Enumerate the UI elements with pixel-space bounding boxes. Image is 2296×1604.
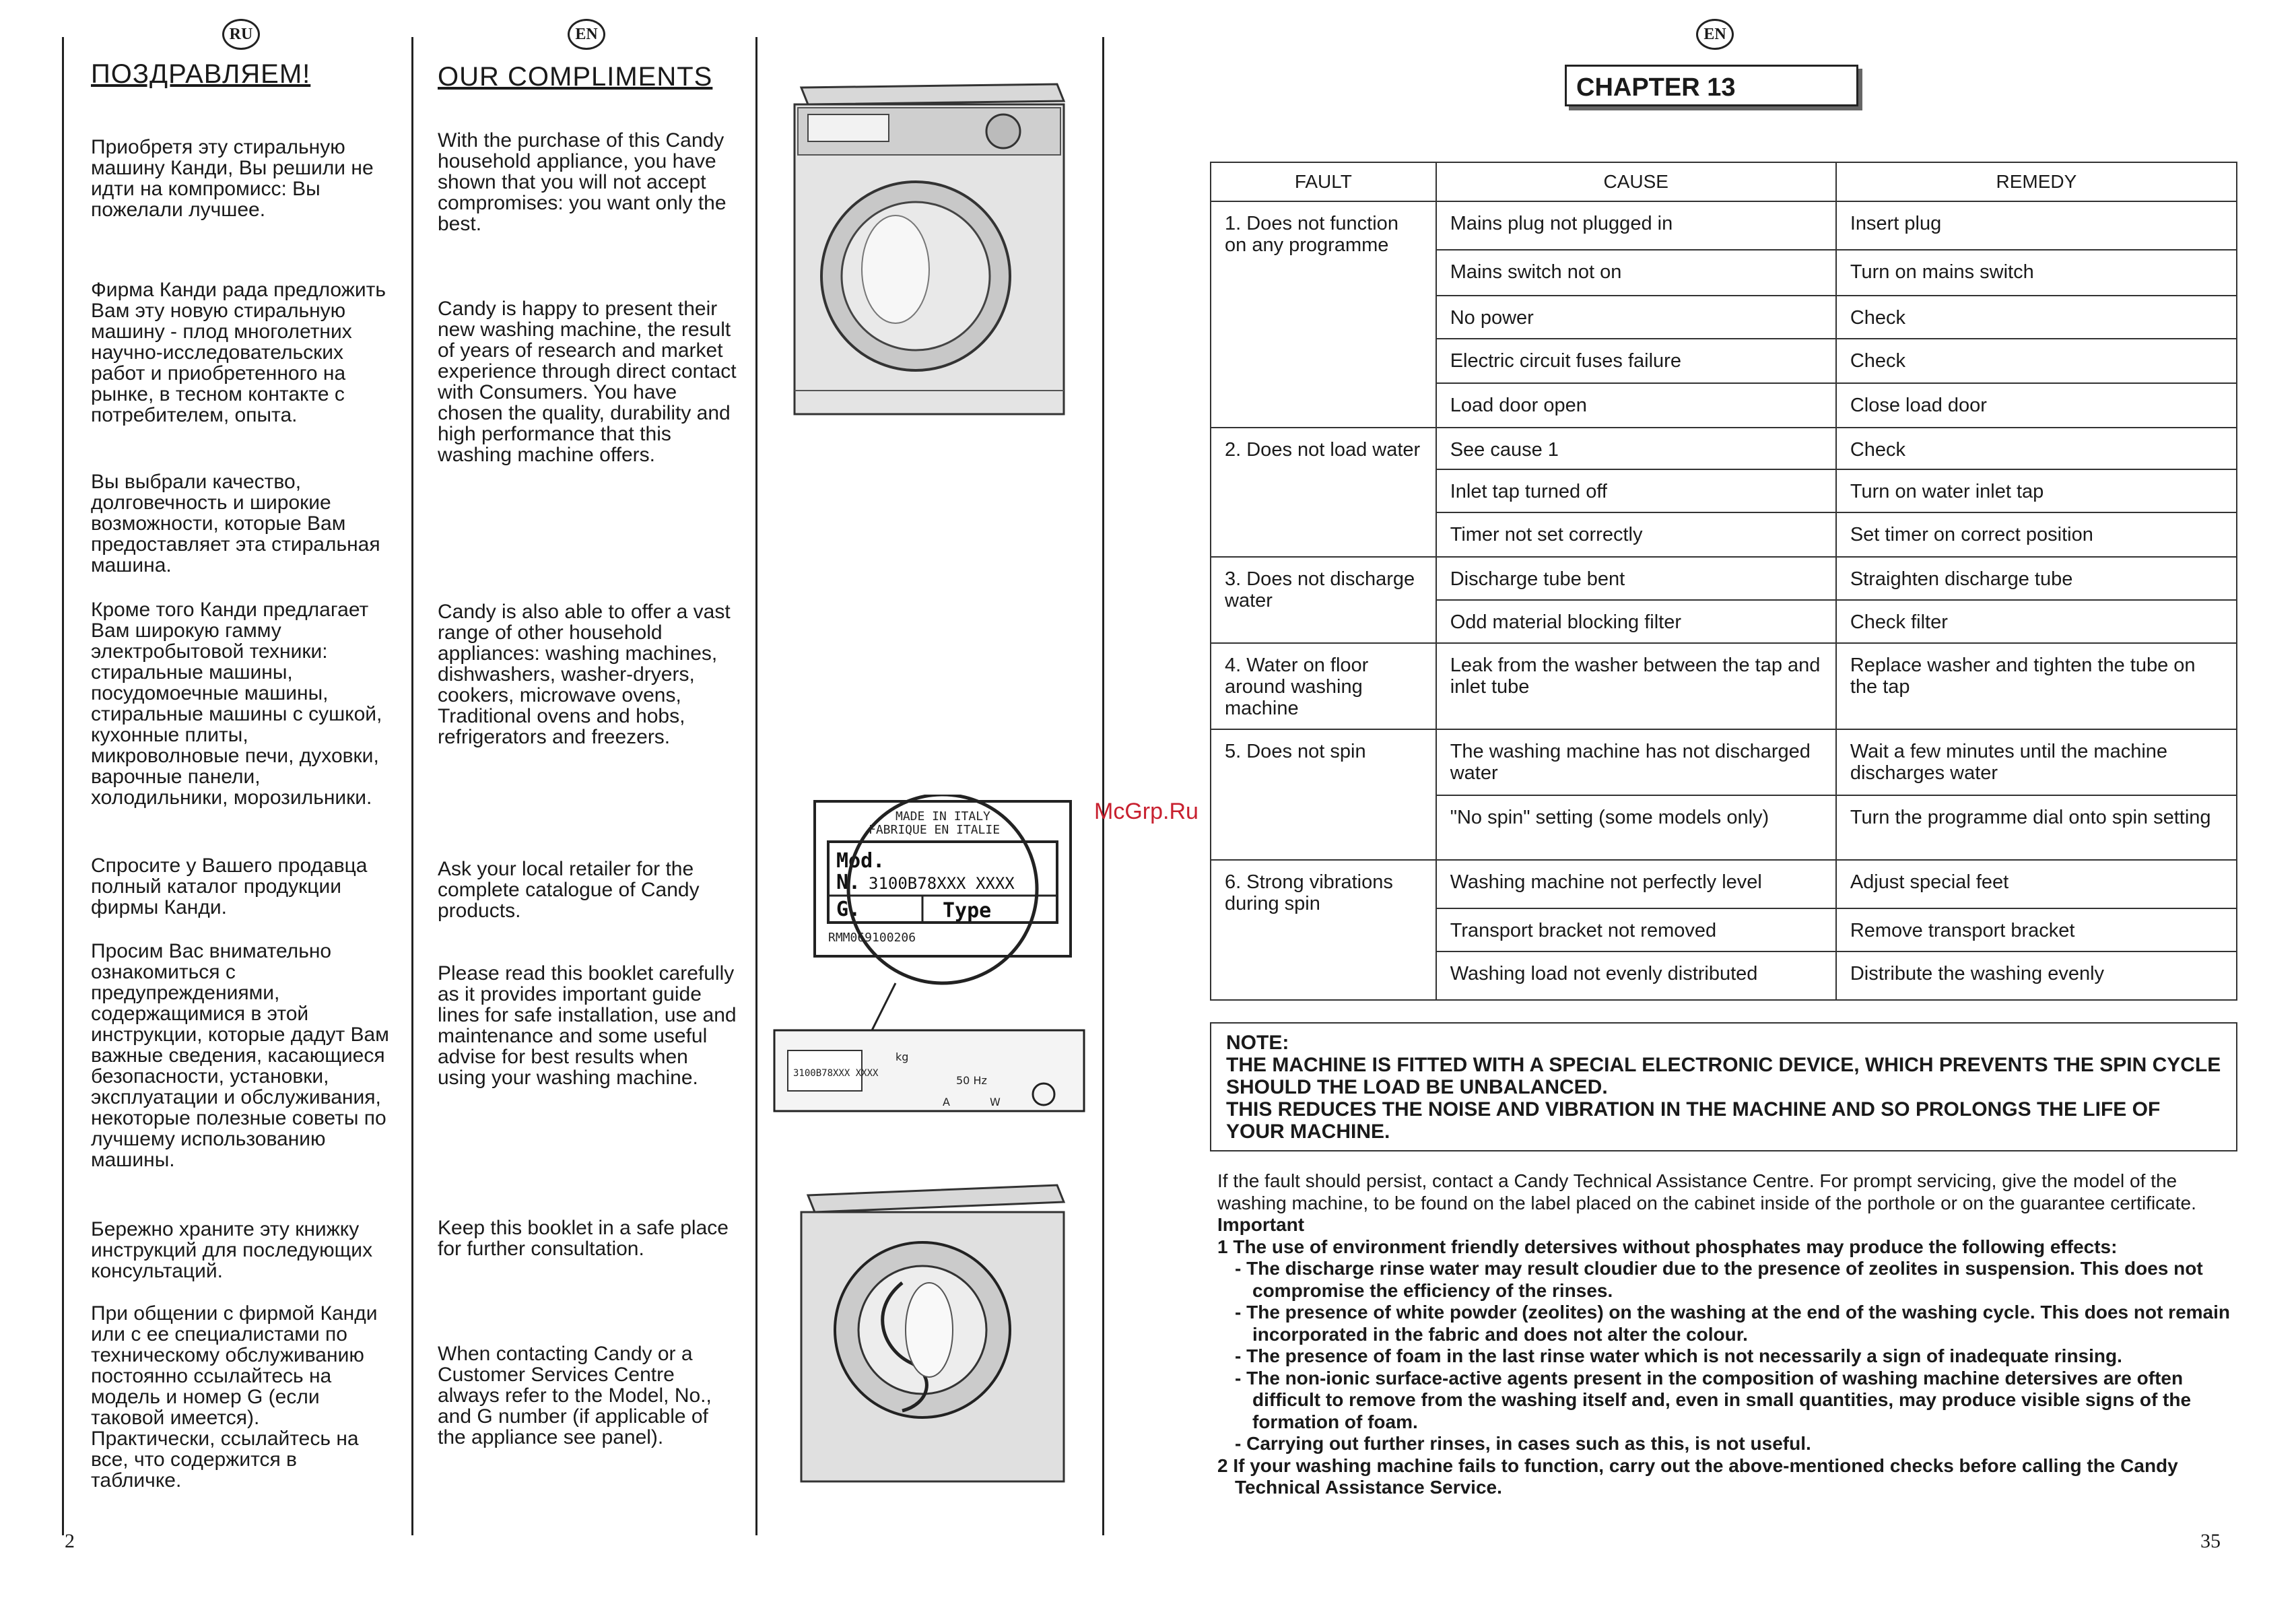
header-fault: FAULT bbox=[1211, 162, 1436, 201]
additional-info bbox=[1217, 1170, 2237, 1499]
cause-cell: Washing machine not perfectly level bbox=[1436, 860, 1836, 908]
cause-cell: Inlet tap turned off bbox=[1436, 469, 1836, 512]
small-label-hz: 50 Hz bbox=[956, 1074, 987, 1087]
effects-list bbox=[1217, 1258, 2237, 1455]
cause-cell: Electric circuit fuses failure bbox=[1436, 339, 1836, 383]
washing-machine-porthole-illustration bbox=[795, 1175, 1077, 1492]
fault-cell: 2. Does not load water bbox=[1211, 428, 1436, 557]
persist-text: If the fault should persist, contact a Candy Technical Assistance Centre. For prompt servicing, give the model of the washing machine, to be found on the label placed on the cabinet inside of the porthole or on the guarantee certificate. bbox=[1217, 1170, 2196, 1213]
ru-title: ПОЗДРАВЛЯЕМ! bbox=[91, 59, 311, 89]
chapter-title: CHAPTER 13 bbox=[1565, 65, 1858, 106]
table-row bbox=[1211, 557, 2237, 600]
remedy-cell: Check bbox=[1836, 428, 2237, 469]
header-remedy: REMEDY bbox=[1836, 162, 2237, 201]
table-row bbox=[1211, 729, 2237, 795]
en-paragraph: Please read this booklet carefully as it provides important guide lines for safe installation, use and maintenance and some useful advise for best results when using your washing machine. bbox=[438, 962, 737, 1089]
en-paragraph: When contacting Candy or a Customer Services Centre always refer to the Model, No., and G number (if applicable of the appliance see panel). bbox=[438, 1343, 712, 1448]
en-badge-right: EN bbox=[1696, 19, 1734, 50]
label-fabrique: FABRIQUE EN ITALIE bbox=[869, 823, 1001, 837]
remedy-cell: Check bbox=[1836, 296, 2237, 339]
remedy-cell: Close load door bbox=[1836, 383, 2237, 428]
fault-cell: 1. Does not function on any programme bbox=[1211, 201, 1436, 428]
remedy-cell: Set timer on correct position bbox=[1836, 512, 2237, 557]
ru-paragraph: При общении с фирмой Канди или с ее специалистами по техническому обслуживанию постоянно ссылайтесь на модель и номер G (если таковой имеется). Практически, ссылайтесь на все, что содержится в табличке. bbox=[91, 1302, 378, 1492]
cause-cell: Load door open bbox=[1436, 383, 1836, 428]
table-header-row bbox=[1211, 162, 2237, 201]
cause-cell: The washing machine has not discharged water bbox=[1436, 729, 1836, 795]
cause-cell: Timer not set correctly bbox=[1436, 512, 1836, 557]
en-paragraph: Keep this booklet in a safe place for further consultation. bbox=[438, 1217, 729, 1260]
label-made-in: MADE IN ITALY bbox=[896, 809, 990, 824]
rating-label-illustration bbox=[761, 795, 1091, 1172]
list-item: - The presence of white powder (zeolites) on the washing at the end of the washing cycle. This does not remain incorporated in the fabric and does not alter the colour. bbox=[1235, 1302, 2237, 1345]
table-row bbox=[1211, 860, 2237, 908]
column-divider bbox=[755, 37, 757, 1535]
ru-paragraph: Кроме того Канди предлагает Вам широкую гамму электробытовой техники: стиральные машины, посудомоечные машины, стиральные машины с сушкой, кухонные плиты, микроволновые печи, духовки, варочные панели, холодильники, морозильники. bbox=[91, 599, 382, 809]
remedy-cell: Check bbox=[1836, 339, 2237, 383]
cause-cell: Washing load not evenly distributed bbox=[1436, 951, 1836, 1000]
column-divider bbox=[62, 37, 64, 1535]
label-barcode-text: RMM069100206 bbox=[828, 931, 916, 945]
cause-cell: "No spin" setting (some models only) bbox=[1436, 795, 1836, 860]
en-paragraph: With the purchase of this Candy household appliance, you have shown that you will not accept compromises: you want only the best. bbox=[438, 129, 727, 235]
label-type: Type bbox=[943, 899, 992, 923]
note-line: THE MACHINE IS FITTED WITH A SPECIAL ELECTRONIC DEVICE, WHICH PREVENTS THE SPIN CYCLE SHOULD THE LOAD BE UNBALANCED. bbox=[1226, 1054, 2221, 1098]
fault-cell: 5. Does not spin bbox=[1211, 729, 1436, 860]
list-item: - The discharge rinse water may result cloudier due to the presence of zeolites in suspension. This does not compromise the efficiency of the rinses. bbox=[1235, 1258, 2237, 1302]
remedy-cell: Distribute the washing evenly bbox=[1836, 951, 2237, 1000]
remedy-cell: Wait a few minutes until the machine discharges water bbox=[1836, 729, 2237, 795]
cause-cell: Mains plug not plugged in bbox=[1436, 201, 1836, 250]
en-paragraph: Ask your local retailer for the complete catalogue of Candy products. bbox=[438, 858, 700, 922]
fault-cell: 3. Does not discharge water bbox=[1211, 557, 1436, 643]
note-label: NOTE: bbox=[1226, 1032, 1289, 1054]
watermark: McGrp.Ru bbox=[1094, 799, 1198, 824]
cause-cell: Leak from the washer between the tap and inlet tube bbox=[1436, 643, 1836, 729]
remedy-cell: Turn on mains switch bbox=[1836, 250, 2237, 296]
page-number-right: 35 bbox=[2200, 1530, 2221, 1552]
ru-paragraph: Просим Вас внимательно ознакомиться с предупреждениями, содержащимися в этой инструкции, которые дадут Вам важные сведения, касающиеся безопасности, установки, эксплуатации и обслуживания, некоторые полезные советы по лучшему использованию машины. bbox=[91, 940, 389, 1171]
remedy-cell: Remove transport bracket bbox=[1836, 908, 2237, 951]
point-2: 2 If your washing machine fails to function, carry out the above-mentioned checks before calling the Candy Technical Assistance Service. bbox=[1217, 1455, 2178, 1498]
remedy-cell: Straighten discharge tube bbox=[1836, 557, 2237, 600]
note-box bbox=[1210, 1022, 2237, 1151]
remedy-cell: Adjust special feet bbox=[1836, 860, 2237, 908]
label-n: N. bbox=[836, 871, 861, 894]
list-item: - Carrying out further rinses, in cases such as this, is not useful. bbox=[1235, 1433, 2237, 1455]
remedy-cell: Insert plug bbox=[1836, 201, 2237, 250]
small-label-kg: kg bbox=[896, 1050, 909, 1063]
ru-badge: RU bbox=[222, 19, 260, 50]
troubleshooting-table bbox=[1210, 162, 2237, 1001]
ru-paragraph: Вы выбрали качество, долговечность и широкие возможности, которые Вам предоставляет эта стиральная машина. bbox=[91, 471, 380, 576]
en-paragraph: Candy is happy to present their new washing machine, the result of years of research and market experience through direct contact with Consumers. You have chosen the quality, durability and high performance that this washing machine offers. bbox=[438, 298, 737, 466]
cause-cell: Mains switch not on bbox=[1436, 250, 1836, 296]
cause-cell: See cause 1 bbox=[1436, 428, 1836, 469]
table-row bbox=[1211, 201, 2237, 250]
column-divider bbox=[411, 37, 413, 1535]
remedy-cell: Turn the programme dial onto spin setting bbox=[1836, 795, 2237, 860]
washing-machine-illustration bbox=[781, 74, 1077, 424]
remedy-cell: Turn on water inlet tap bbox=[1836, 469, 2237, 512]
important-label: Important bbox=[1217, 1214, 1305, 1235]
remedy-cell: Check filter bbox=[1836, 600, 2237, 643]
small-label-a: A bbox=[943, 1096, 950, 1108]
list-item: - The presence of foam in the last rinse water which is not necessarily a sign of inadequate rinsing. bbox=[1235, 1345, 2237, 1368]
note-line: THIS REDUCES THE NOISE AND VIBRATION IN THE MACHINE AND SO PROLONGS THE LIFE OF YOUR MACHINE. bbox=[1226, 1098, 2161, 1143]
cause-cell: Odd material blocking filter bbox=[1436, 600, 1836, 643]
small-label-serial: 3100B78XXX XXXX bbox=[793, 1068, 879, 1079]
fault-cell: 4. Water on floor around washing machine bbox=[1211, 643, 1436, 729]
label-serial: 3100B78XXX XXXX bbox=[869, 874, 1015, 893]
label-g: G. bbox=[836, 898, 861, 921]
cause-cell: No power bbox=[1436, 296, 1836, 339]
table-row bbox=[1211, 643, 2237, 729]
ru-paragraph: Фирма Канди рада предложить Вам эту новую стиральную машину - плод многолетних научно-исследовательских работ и приобретенного на рынке, в тесном контакте с потребителем, опыта. bbox=[91, 279, 386, 426]
label-mod: Mod. bbox=[836, 849, 885, 873]
point-1: 1 The use of environment friendly detersives without phosphates may produce the following effects: bbox=[1217, 1236, 2118, 1257]
en-badge-left: EN bbox=[568, 19, 605, 50]
header-cause: CAUSE bbox=[1436, 162, 1836, 201]
table-row bbox=[1211, 428, 2237, 469]
list-item: - The non-ionic surface-active agents present in the composition of washing machine detersives are often difficult to remove from the washing itself and, even in small quantities, may produce visible signs of the formation of foam. bbox=[1235, 1368, 2237, 1434]
column-divider bbox=[1102, 37, 1104, 1535]
small-label-w: W bbox=[990, 1096, 1001, 1108]
fault-cell: 6. Strong vibrations during spin bbox=[1211, 860, 1436, 1000]
page-number-left: 2 bbox=[65, 1530, 75, 1552]
ru-paragraph: Приобретя эту стиральную машину Канди, Вы решили не идти на компромисс: Вы пожелали лучшее. bbox=[91, 136, 374, 221]
en-paragraph: Candy is also able to offer a vast range of other household appliances: washing machines, dishwashers, washer-dryers, cookers, microwave ovens, Traditional ovens and hobs, refrigerators and freezers. bbox=[438, 601, 731, 748]
cause-cell: Transport bracket not removed bbox=[1436, 908, 1836, 951]
ru-paragraph: Спросите у Вашего продавца полный каталог продукции фирмы Канди. bbox=[91, 855, 368, 918]
cause-cell: Discharge tube bent bbox=[1436, 557, 1836, 600]
en-title: OUR COMPLIMENTS bbox=[438, 62, 713, 92]
remedy-cell: Replace washer and tighten the tube on the tap bbox=[1836, 643, 2237, 729]
ru-paragraph: Бережно храните эту книжку инструкций для последующих консультаций. bbox=[91, 1218, 373, 1282]
